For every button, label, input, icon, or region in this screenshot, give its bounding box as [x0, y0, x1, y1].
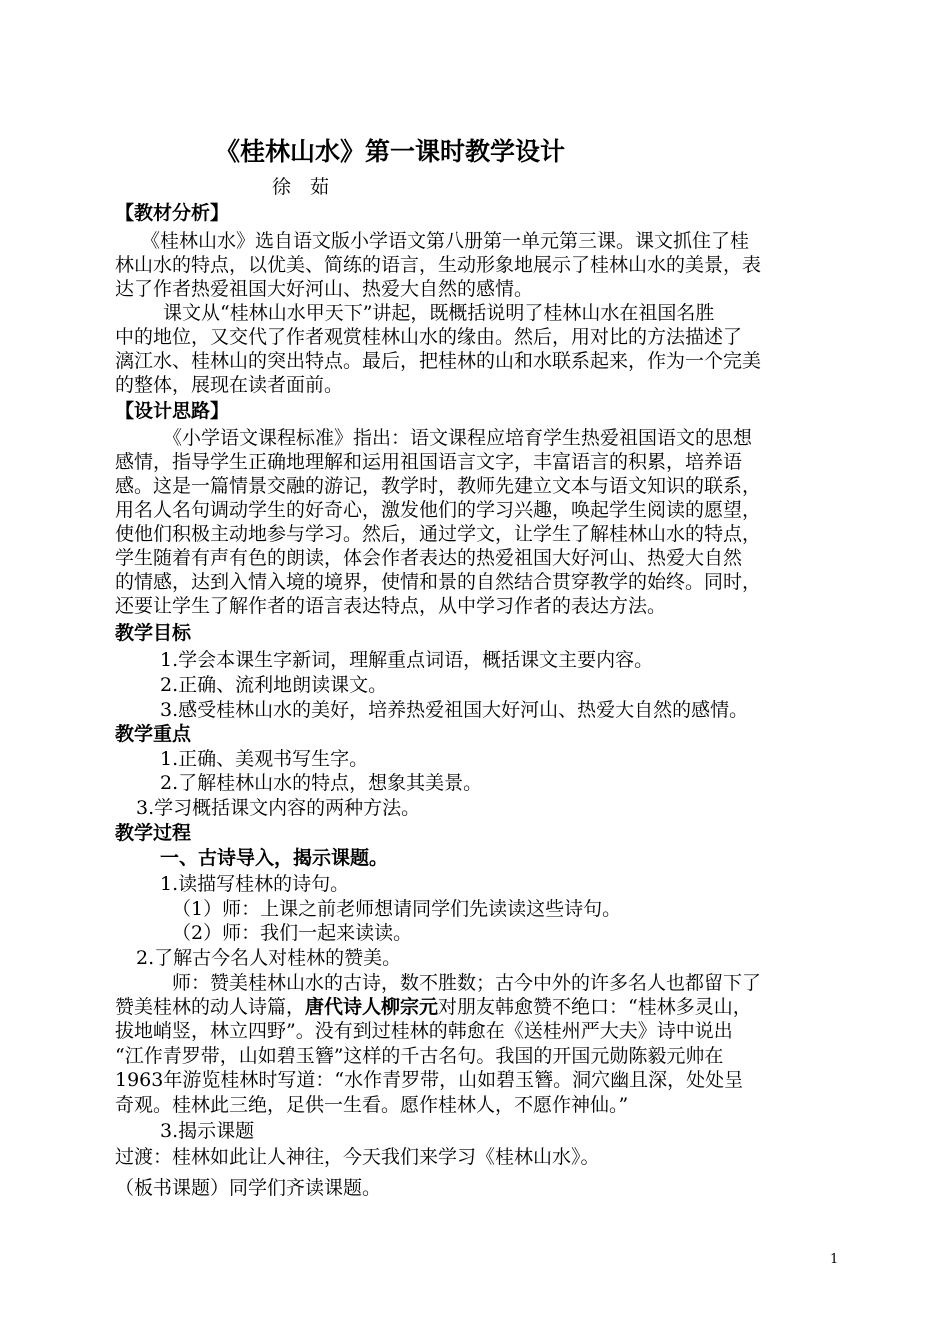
paragraph-line: “江作青罗带，山如碧玉簪”这样的千古名句。我国的开国元勋陈毅元帅在	[115, 1045, 724, 1067]
list-item: 3.感受桂林山水的美好，培养热爱祖国大好河山、热爱大自然的感情。	[160, 699, 749, 721]
paragraph-line: 感。这是一篇情景交融的游记，教学时，教师先建立文本与语文知识的联系，	[115, 475, 762, 497]
paragraph-line: 感情，指导学生正确地理解和运用祖国语言文字，丰富语言的积累，培养语	[115, 451, 743, 473]
section-heading-design-idea: 【设计思路】	[115, 400, 230, 422]
paragraph-line: 拔地峭竖，林立四野”。没有到过桂林的韩愈在《送桂州严大夫》诗中说出	[115, 1020, 733, 1042]
section-heading-key-points: 教学重点	[115, 723, 192, 745]
paragraph-line: 中的地位，又交代了作者观赏桂林山水的缘由。然后，用对比的方法描述了	[115, 326, 743, 348]
paragraph-line: 的整体，展现在读者面前。	[115, 374, 344, 396]
paragraph-line: 使他们积极主动地参与学习。然后，通过学文，让学生了解桂林山水的特点，	[115, 523, 762, 545]
paragraph-line: 1963年游览桂林时写道：“水作青罗带，山如碧玉簪。洞穴幽且深，处处呈	[115, 1069, 744, 1091]
list-item: 1.正确、美观书写生字。	[160, 748, 369, 770]
paragraph-line: 《小学语文课程标准》指出：语文课程应培育学生热爱祖国语文的思想	[163, 427, 753, 449]
emphasis-text: 唐代诗人柳宗元	[305, 996, 439, 1018]
section-heading-textbook-analysis: 【教材分析】	[115, 202, 230, 224]
section-heading-teaching-process: 教学过程	[115, 822, 192, 844]
line-text: 赞美桂林的动人诗篇，	[115, 996, 306, 1018]
paragraph-line	[115, 995, 752, 1019]
list-item: 1.读描写桂林的诗句。	[160, 873, 350, 895]
list-item: 2.了解古今名人对桂林的赞美。	[136, 947, 402, 969]
list-item: （1）师：上课之前老师想请同学们先读读这些诗句。	[172, 898, 622, 920]
list-item: （2）师：我们一起来读读。	[172, 922, 413, 944]
paragraph-line: 奇观。桂林此三绝，足供一生看。愿作桂林人，不愿作神仙。”	[115, 1094, 629, 1116]
paragraph-line: 达了作者热爱祖国大好河山、热爱大自然的感情。	[115, 278, 534, 300]
list-item: 2.正确、流利地朗读课文。	[160, 674, 388, 696]
paragraph-line: 用名人名句调动学生的好奇心，激发他们的学习兴趣，唤起学生阅读的愿望，	[115, 499, 762, 521]
paragraph-line: 学生随着有声有色的朗读，体会作者表达的热爱祖国大好河山、热爱大自然	[115, 547, 743, 569]
paragraph-line: （板书课题）同学们齐读课题。	[115, 1177, 382, 1199]
subsection-heading: 一、古诗导入，揭示课题。	[160, 847, 389, 869]
paragraph-line: 林山水的特点，以优美、简练的语言，生动形象地展示了桂林山水的美景，表	[115, 254, 762, 276]
paragraph-line: 课文从“桂林山水甲天下”讲起，既概括说明了桂林山水在祖国名胜	[163, 302, 715, 324]
list-item: 2.了解桂林山水的特点，想象其美景。	[160, 772, 483, 794]
section-heading-teaching-goals: 教学目标	[115, 622, 192, 644]
page-title: 《桂林山水》第一课时教学设计	[215, 137, 566, 166]
line-text: 对朋友韩愈赞不绝口：“桂林多灵山，	[438, 996, 752, 1018]
paragraph-line: 还要让学生了解作者的语言表达特点，从中学习作者的表达方法。	[115, 595, 667, 617]
list-item: 3.学习概括课文内容的两种方法。	[136, 797, 421, 819]
paragraph-line: 《桂林山水》选自语文版小学语文第八册第一单元第三课。课文抓住了桂	[141, 230, 750, 252]
paragraph-line: 的情感，达到入情入境的境界，使情和景的自然结合贯穿教学的始终。同时，	[115, 571, 762, 593]
author-name: 徐 茹	[272, 176, 330, 198]
list-item: 1.学会本课生字新词，理解重点词语，概括课文主要内容。	[160, 649, 654, 671]
list-item: 3.揭示课题	[160, 1120, 255, 1142]
paragraph-line: 过渡：桂林如此让人神往，今天我们来学习《桂林山水》。	[115, 1146, 600, 1168]
paragraph-line: 漓江水、桂林山的突出特点。最后，把桂林的山和水联系起来，作为一个完美	[115, 350, 762, 372]
paragraph-line: 师：赞美桂林山水的古诗，数不胜数；古今中外的许多名人也都留下了	[172, 972, 762, 994]
page-number: 1	[830, 1252, 839, 1267]
